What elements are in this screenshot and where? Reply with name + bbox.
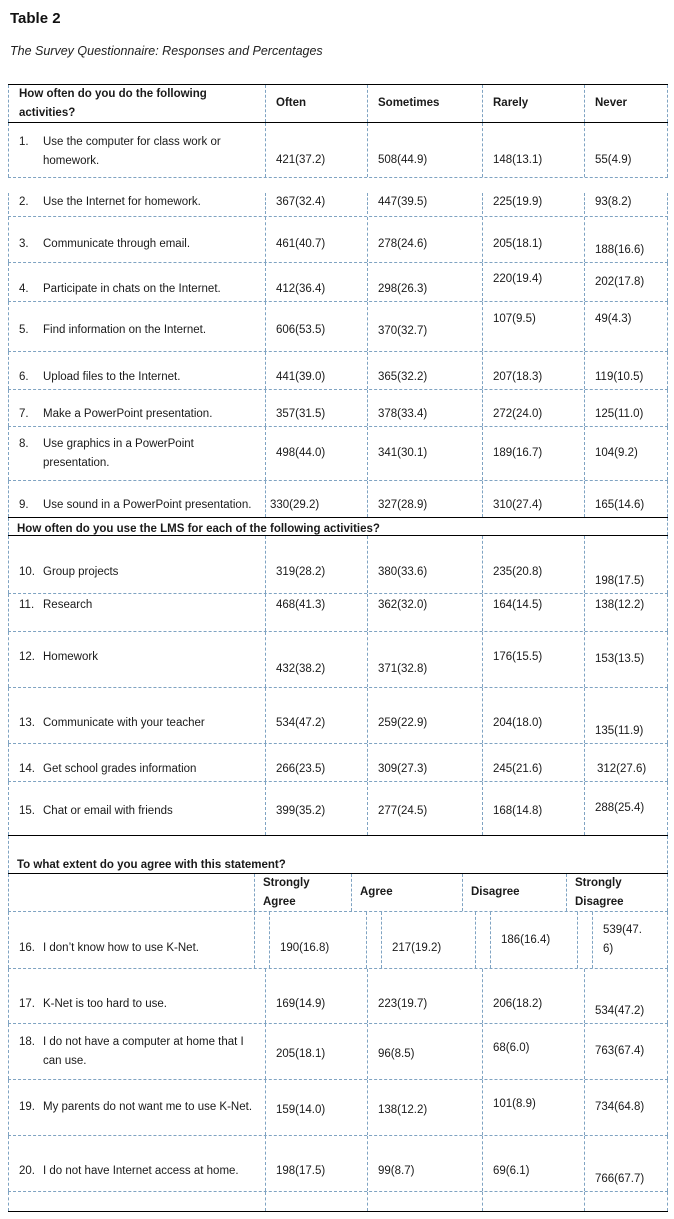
value-agree: 217(19.2) — [382, 912, 476, 968]
value-sometimes: 277(24.5) — [368, 782, 483, 835]
value-rarely: 235(20.8) — [483, 536, 585, 593]
table-row — [8, 481, 668, 518]
value-often: 367(32.4) — [266, 193, 368, 214]
value-rarely: 245(21.6) — [483, 744, 585, 781]
item-label: Participate in chats on the Internet. — [43, 283, 221, 295]
value-strongly-agree: 198(17.5) — [266, 1136, 368, 1191]
value-sometimes: 378(33.4) — [368, 390, 483, 426]
item-label: Find information on the Internet. — [43, 324, 207, 336]
item-label: Use graphics in a PowerPoint presentation. — [43, 437, 194, 469]
value-sometimes: 508(44.9) — [368, 123, 483, 177]
item-number: 9. — [19, 499, 29, 511]
item-number: 15. — [19, 805, 35, 817]
value-never: 138(12.2) — [585, 594, 668, 631]
value-rarely: 189(16.7) — [483, 427, 585, 480]
item-number: 10. — [19, 566, 35, 578]
section3-question: To what extent do you agree with this statement? — [8, 836, 668, 873]
value-often: 357(31.5) — [266, 390, 368, 426]
item-number: 14. — [19, 763, 35, 775]
section2-header-row — [8, 518, 668, 536]
col-never: Never — [585, 85, 668, 122]
value-strongly-disagree: 539(47.6) — [593, 912, 668, 968]
value-disagree: 206(18.2) — [483, 969, 585, 1023]
item-number: 7. — [19, 408, 29, 420]
item-label: Use sound in a PowerPoint presentation. — [43, 499, 252, 511]
value-rarely: 225(19.9) — [483, 193, 585, 214]
item-number: 6. — [19, 371, 29, 383]
value-sometimes: 365(32.2) — [368, 352, 483, 389]
value-rarely: 205(18.1) — [483, 217, 585, 262]
empty-row — [8, 1192, 668, 1212]
table-row — [8, 427, 668, 481]
table-row — [8, 1080, 668, 1136]
item-label: Upload files to the Internet. — [43, 371, 181, 383]
value-rarely: 168(14.8) — [483, 782, 585, 835]
value-sometimes: 298(26.3) — [368, 263, 483, 301]
value-rarely: 204(18.0) — [483, 688, 585, 743]
value-sometimes: 309(27.3) — [368, 744, 483, 781]
item-number: 2. — [19, 196, 29, 208]
item-label: Chat or email with friends — [43, 805, 173, 817]
value-strongly-disagree: 766(67.7) — [585, 1136, 668, 1191]
item-number: 1. — [19, 136, 29, 148]
table-row — [8, 594, 668, 632]
item-label: Communicate with your teacher — [43, 717, 205, 729]
item-number: 12. — [19, 651, 35, 663]
section3-columns-row — [8, 874, 668, 912]
col-strongly-disagree: Strongly Disagree — [567, 874, 668, 911]
table-title: Table 2 — [10, 10, 61, 27]
value-strongly-agree: 159(14.0) — [266, 1080, 368, 1135]
item-label: Homework — [43, 651, 98, 663]
value-never: 93(8.2) — [585, 193, 668, 214]
item-number: 19. — [19, 1101, 35, 1113]
section3-header-row — [8, 836, 668, 874]
value-rarely: 107(9.5) — [483, 302, 585, 351]
item-number: 8. — [19, 437, 29, 450]
table-row — [8, 217, 668, 263]
value-agree: 99(8.7) — [368, 1136, 483, 1191]
col-often: Often — [266, 85, 368, 122]
value-never: 198(17.5) — [585, 536, 668, 593]
value-rarely: 220(19.4) — [483, 263, 585, 301]
value-never: 202(17.8) — [585, 263, 668, 301]
table-row — [8, 688, 668, 744]
table-row — [8, 302, 668, 352]
value-rarely: 176(15.5) — [483, 632, 585, 687]
value-often: 468(41.3) — [266, 594, 368, 631]
item-number: 17. — [19, 997, 35, 1010]
item-number: 18. — [19, 1035, 35, 1048]
value-agree: 96(8.5) — [368, 1024, 483, 1079]
value-sometimes: 327(28.9) — [368, 481, 483, 517]
value-never: 49(4.3) — [585, 302, 668, 351]
col-agree: Agree — [352, 874, 463, 911]
table-row — [8, 912, 668, 969]
value-never: 119(10.5) — [585, 352, 668, 389]
survey-table — [8, 84, 668, 1212]
item-number: 11. — [19, 599, 35, 611]
value-rarely: 272(24.0) — [483, 390, 585, 426]
col-disagree: Disagree — [463, 874, 567, 911]
value-strongly-agree: 169(14.9) — [266, 969, 368, 1023]
value-sometimes: 362(32.0) — [368, 594, 483, 631]
value-strongly-disagree: 763(67.4) — [585, 1024, 668, 1079]
value-sometimes: 370(32.7) — [368, 302, 483, 351]
value-strongly-disagree: 534(47.2) — [585, 969, 668, 1023]
table-row — [8, 969, 668, 1024]
value-often: 534(47.2) — [266, 688, 368, 743]
table-row — [8, 744, 668, 782]
item-label: I do not have Internet access at home. — [43, 1165, 239, 1177]
value-strongly-disagree: 734(64.8) — [585, 1080, 668, 1135]
value-never: 188(16.6) — [585, 217, 668, 262]
item-label: Research — [43, 599, 93, 611]
value-disagree: 186(16.4) — [491, 912, 578, 968]
table-subtitle: The Survey Questionnaire: Responses and Percentages — [10, 44, 323, 58]
item-number: 16. — [19, 941, 35, 954]
item-label: Use the computer for class work or homework. — [43, 136, 221, 167]
value-often: 399(35.2) — [266, 782, 368, 835]
table-row — [8, 178, 668, 217]
table-row — [8, 632, 668, 688]
value-rarely: 164(14.5) — [483, 594, 585, 631]
col-sometimes: Sometimes — [368, 85, 483, 122]
value-often: 432(38.2) — [266, 632, 368, 687]
value-disagree: 68(6.0) — [483, 1024, 585, 1079]
table-row — [8, 352, 668, 390]
table-row — [8, 536, 668, 594]
value-never: 312(27.6) — [585, 744, 668, 781]
value-often: 330(29.2) — [266, 481, 368, 517]
item-label: I do not have a computer at home that I can use. — [43, 1035, 244, 1067]
item-label: My parents do not want me to use K-Net. — [43, 1101, 253, 1113]
value-agree: 138(12.2) — [368, 1080, 483, 1135]
value-disagree: 101(8.9) — [483, 1080, 585, 1135]
value-sometimes: 380(33.6) — [368, 536, 483, 593]
value-agree: 223(19.7) — [368, 969, 483, 1023]
table-row — [8, 263, 668, 302]
section1-header-row — [8, 85, 668, 123]
value-never: 165(14.6) — [585, 481, 668, 517]
value-often: 319(28.2) — [266, 536, 368, 593]
value-often: 412(36.4) — [266, 263, 368, 301]
table-row — [8, 1024, 668, 1080]
item-number: 4. — [19, 283, 29, 295]
item-label: I don’t know how to use K-Net. — [43, 941, 199, 954]
table-row — [8, 123, 668, 178]
item-label: Use the Internet for homework. — [43, 196, 201, 208]
section2-question: How often do you use the LMS for each of the following activities? — [8, 518, 668, 535]
value-never: 288(25.4) — [585, 782, 668, 835]
table-row — [8, 1136, 668, 1192]
table-row — [8, 782, 668, 836]
value-never: 125(11.0) — [585, 390, 668, 426]
item-label: Get school grades information — [43, 763, 197, 775]
item-label: Make a PowerPoint presentation. — [43, 408, 213, 420]
item-number: 3. — [19, 238, 29, 250]
item-label: K-Net is too hard to use. — [43, 997, 168, 1010]
value-sometimes: 341(30.1) — [368, 427, 483, 480]
value-rarely: 148(13.1) — [483, 123, 585, 177]
value-never: 55(4.9) — [585, 123, 668, 177]
value-rarely: 310(27.4) — [483, 481, 585, 517]
value-sometimes: 259(22.9) — [368, 688, 483, 743]
value-never: 135(11.9) — [585, 688, 668, 743]
item-number: 13. — [19, 717, 35, 729]
value-often: 461(40.7) — [266, 217, 368, 262]
section1-question: How often do you do the following activities? — [8, 85, 266, 122]
item-number: 20. — [19, 1165, 35, 1177]
table-row — [8, 390, 668, 427]
col-rarely: Rarely — [483, 85, 585, 122]
item-label: Communicate through email. — [43, 238, 191, 250]
value-often: 498(44.0) — [266, 427, 368, 480]
value-rarely: 207(18.3) — [483, 352, 585, 389]
col-strongly-agree: Strongly Agree — [255, 874, 352, 911]
value-often: 266(23.5) — [266, 744, 368, 781]
value-often: 441(39.0) — [266, 352, 368, 389]
value-sometimes: 371(32.8) — [368, 632, 483, 687]
value-often: 606(53.5) — [266, 302, 368, 351]
item-number: 5. — [19, 324, 29, 336]
value-sometimes: 278(24.6) — [368, 217, 483, 262]
value-disagree: 69(6.1) — [483, 1136, 585, 1191]
value-often: 421(37.2) — [266, 123, 368, 177]
value-sometimes: 447(39.5) — [368, 193, 483, 214]
value-strongly-agree: 205(18.1) — [266, 1024, 368, 1079]
value-strongly-agree: 190(16.8) — [270, 912, 367, 968]
value-never: 153(13.5) — [585, 632, 668, 687]
item-label: Group projects — [43, 566, 119, 578]
blank-header — [8, 874, 255, 911]
value-never: 104(9.2) — [585, 427, 668, 480]
